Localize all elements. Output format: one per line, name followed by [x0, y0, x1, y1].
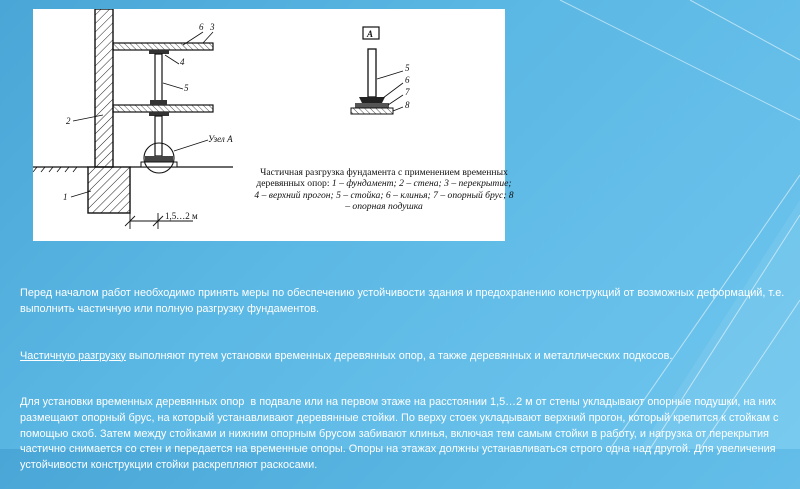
label-2: 2: [66, 116, 71, 126]
detail-post: [368, 49, 376, 97]
body-text: [20, 255, 800, 489]
detail-label-6: 6: [405, 75, 410, 85]
post-lower: [155, 116, 162, 156]
wall: [95, 9, 113, 167]
post-upper: [155, 54, 162, 102]
support-pad: [145, 156, 173, 162]
detail-support-pad: [351, 108, 393, 114]
label-node-a: Узел А: [208, 134, 233, 144]
detail-label-5: 5: [405, 63, 410, 73]
paragraph-2-rest: выполняют путем установки временных деревянных опор, а также деревянных и металлических подкосов.: [125, 349, 673, 362]
detail-support-beam: [355, 103, 389, 108]
partial-unloading-link[interactable]: Частичную разгрузку: [20, 349, 126, 362]
label-5: 5: [184, 83, 189, 93]
floor-slab-upper: [113, 43, 213, 50]
label-1: 1: [63, 192, 68, 202]
detail-a-label: А: [367, 29, 374, 39]
label-3: 3: [210, 22, 215, 32]
floor-slab-lower: [113, 105, 213, 112]
caption-title: Частичная разгрузка фундамента с применением временных деревянных опор:: [256, 167, 508, 190]
diagram-figure: [33, 9, 514, 241]
foundation: [88, 167, 130, 213]
paragraph-3: Для установки временных деревянных опор в подвале или на первом этаже на расстоянии 1,5…2 м от стены укладывают опорные подушки, на них размещают опорный брус, на который устанавливают деревянные стойки. По верху стоек укладывают верхний прогон, который крепится к стойкам с помощью скоб. Затем между стойками и нижним опорным брусом забивают клинья, включая тем самым стойки в работу, и нагрузка от перекрытия частично снимается со стен и передается на временные опоры. Опоры на этажах должны устанавливаться строго одна над другой. Для увеличения устойчивости конструкции стойки раскрепляют раскосами.: [20, 396, 782, 471]
dimension-label: 1,5…2 м: [165, 211, 198, 221]
paragraph-1: Перед началом работ необходимо принять меры по обеспечению устойчивости здания и предохранению конструкций от возможных деформаций, т.е. выполнить частичную или полную разгрузку фундаментов.: [20, 287, 788, 315]
detail-wedges: [359, 97, 385, 103]
detail-label-8: 8: [405, 100, 410, 110]
label-6: 6: [199, 22, 204, 32]
caption-legend: 1 – фундамент; 2 – стена; 3 – перекрытие; 4 – верхний прогон; 5 – стойка; 6 – клинья; 7 – опорный брус; 8 – опорная подушка: [254, 178, 514, 213]
figure-caption: [253, 167, 515, 213]
detail-label-7: 7: [405, 87, 410, 97]
paragraph-2: [20, 349, 800, 365]
label-4: 4: [180, 57, 185, 67]
